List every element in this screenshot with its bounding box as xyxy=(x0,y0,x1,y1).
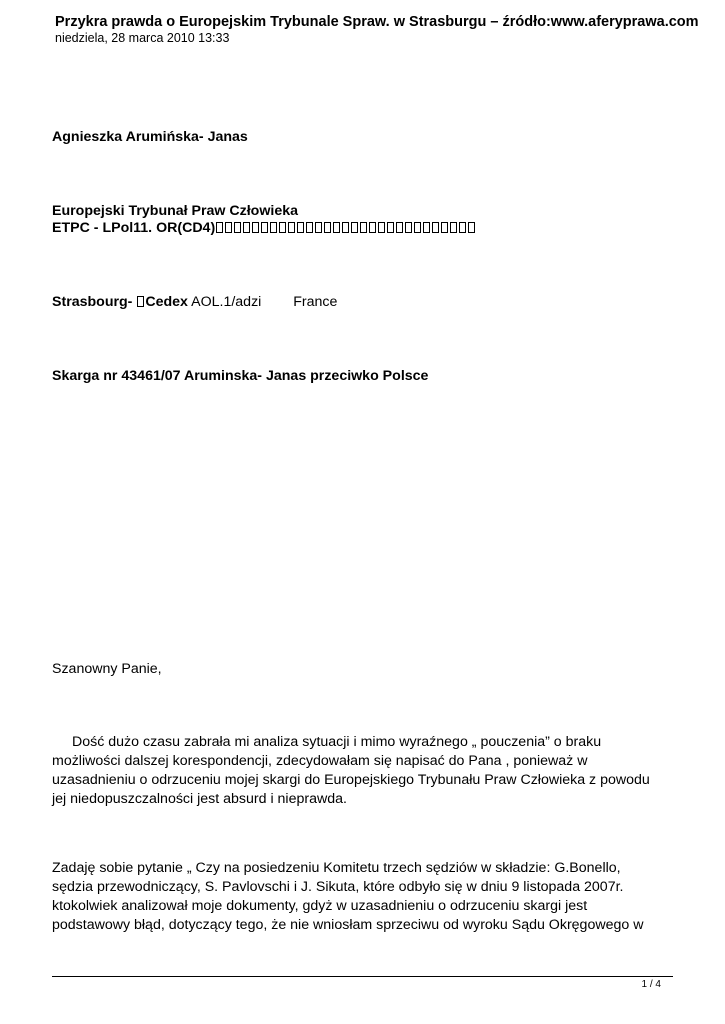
missing-glyph-box xyxy=(137,296,144,307)
missing-glyph-box xyxy=(369,222,376,233)
missing-glyph-box xyxy=(270,222,277,233)
paragraph-line: możliwości dalszej korespondencji, zdecydowałam się napisać do Pana , ponieważ w xyxy=(52,753,588,769)
missing-glyph-box xyxy=(450,222,457,233)
missing-glyph-box xyxy=(360,222,367,233)
missing-glyph-box xyxy=(288,222,295,233)
complaint-subject: Skarga nr 43461/07 Aruminska- Janas przeciwko Polsce xyxy=(52,368,429,384)
missing-glyph-box xyxy=(225,222,232,233)
footer-divider xyxy=(52,976,673,977)
paragraph-line: ktokolwiek analizował moje dokumenty, gdyż w uzasadnieniu o odrzuceniu skargi jest xyxy=(52,898,588,914)
document-date: niedziela, 28 marca 2010 13:33 xyxy=(55,31,230,45)
paragraph-line: uzasadnieniu o odrzuceniu mojej skargi do Europejskiego Trybunału Praw Człowieka z powodu xyxy=(52,772,650,788)
page-number: 1 / 4 xyxy=(641,979,661,990)
missing-glyph-box xyxy=(279,222,286,233)
paragraph-line: podstawowy błąd, dotyczący tego, że nie wniosłam sprzeciwu od wyroku Sądu Okręgowego w xyxy=(52,917,644,933)
missing-glyph-box xyxy=(324,222,331,233)
missing-glyph-box xyxy=(405,222,412,233)
court-ref: ETPC - LPol11. OR(CD4) xyxy=(52,220,216,236)
court-ref-line xyxy=(52,220,476,236)
missing-glyph-box xyxy=(252,222,259,233)
missing-glyph-box xyxy=(459,222,466,233)
paragraph-line: jej niedopuszczalności jest absurd i nieprawda. xyxy=(52,791,347,807)
address-line xyxy=(52,294,337,310)
missing-glyph-box xyxy=(297,222,304,233)
missing-glyph-boxes xyxy=(215,220,476,236)
missing-glyph-box xyxy=(261,222,268,233)
missing-glyph-box xyxy=(414,222,421,233)
missing-glyph-box xyxy=(441,222,448,233)
missing-glyph-box xyxy=(216,222,223,233)
missing-glyph-box xyxy=(351,222,358,233)
missing-glyph-box xyxy=(333,222,340,233)
address-city: Strasbourg- xyxy=(52,294,133,310)
author-name: Agnieszka Arumińska- Janas xyxy=(52,129,248,145)
missing-glyph-box xyxy=(342,222,349,233)
paragraph-line: Dość dużo czasu zabrała mi analiza sytuacji i mimo wyraźnego „ pouczenia” o braku xyxy=(72,734,602,750)
missing-glyph-box xyxy=(423,222,430,233)
missing-glyph-box xyxy=(243,222,250,233)
missing-glyph-box xyxy=(396,222,403,233)
missing-glyph-box xyxy=(468,222,475,233)
paragraph-1 xyxy=(52,733,672,809)
missing-glyph-box xyxy=(387,222,394,233)
missing-glyph-box xyxy=(432,222,439,233)
paragraph-line: Zadaję sobie pytanie „ Czy na posiedzeniu Komitetu trzech sędziów w składzie: G.Bonello, xyxy=(52,860,621,876)
document-title: Przykra prawda o Europejskim Trybunale Spraw. w Strasburgu – źródło:www.aferyprawa.com xyxy=(55,14,699,30)
missing-glyph-box xyxy=(234,222,241,233)
missing-glyph-box xyxy=(378,222,385,233)
paragraph-2 xyxy=(52,859,672,935)
address-country: France xyxy=(293,294,338,310)
paragraph-line: sędzia przewodniczący, S. Pavlovschi i J. Sikuta, które odbyło się w dniu 9 listopada 2007r. xyxy=(52,879,624,895)
address-cedex: Cedex xyxy=(145,294,188,310)
missing-glyph-box xyxy=(315,222,322,233)
missing-glyph-box xyxy=(306,222,313,233)
salutation: Szanowny Panie, xyxy=(52,661,162,677)
address-ref-code: AOL.1/adzi xyxy=(191,294,262,310)
court-name: Europejski Trybunał Praw Człowieka xyxy=(52,203,298,219)
